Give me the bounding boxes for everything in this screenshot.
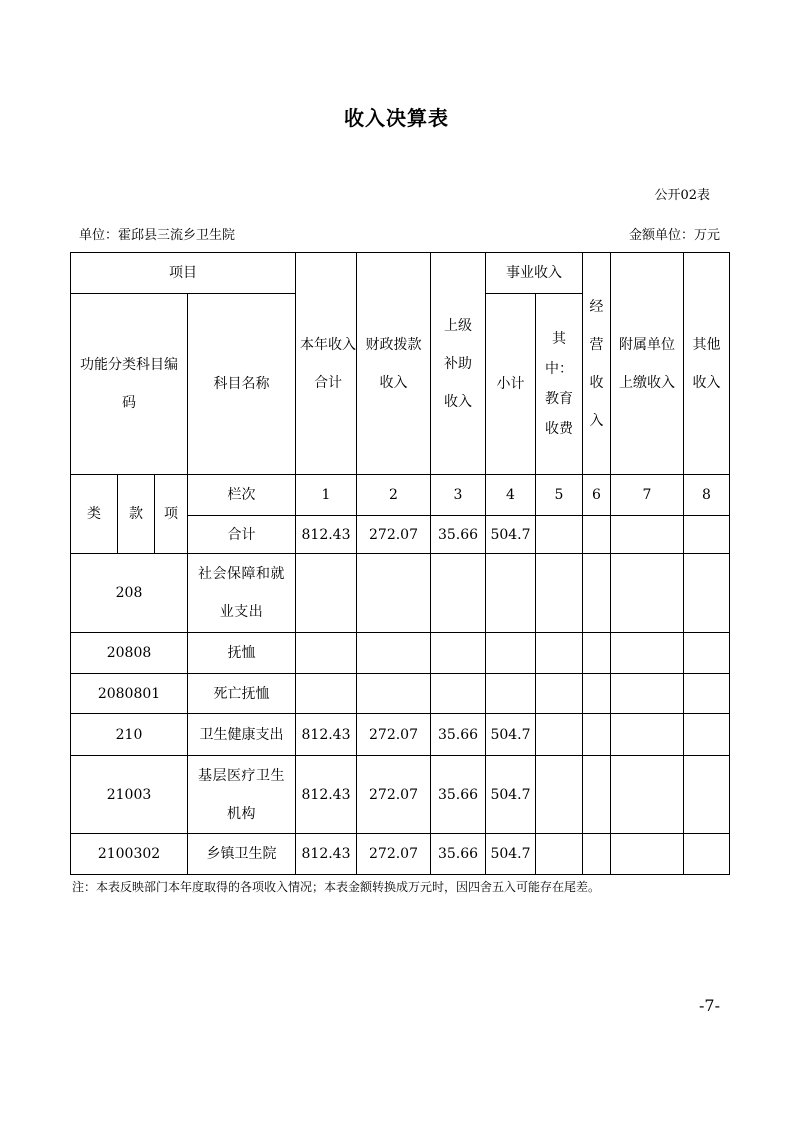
row-cell xyxy=(296,674,357,714)
row-cell xyxy=(536,834,583,875)
column-no: 2 xyxy=(357,475,431,516)
column-no: 6 xyxy=(583,475,611,516)
column-no: 1 xyxy=(296,475,357,516)
row-name-text: 社会保障和就业支出 xyxy=(198,566,285,620)
total-cell: 504.7 xyxy=(486,516,536,554)
row-name xyxy=(188,756,296,834)
header-superior-text: 上级补助收入 xyxy=(444,317,472,410)
total-cell xyxy=(684,516,730,554)
row-cell xyxy=(536,756,583,834)
table-row xyxy=(71,756,730,834)
row-cell xyxy=(684,756,730,834)
header-operating xyxy=(583,253,611,475)
header-superior xyxy=(431,253,486,475)
column-no: 7 xyxy=(611,475,684,516)
row-cell xyxy=(357,633,431,674)
row-cell: 35.66 xyxy=(431,834,486,875)
row-cell: 272.07 xyxy=(357,714,431,756)
row-name: 乡镇卫生院 xyxy=(188,834,296,875)
header-func-code-text: 功能分类科目编码 xyxy=(80,357,178,411)
table-row xyxy=(71,554,730,633)
row-cell xyxy=(296,554,357,633)
row-cell: 504.7 xyxy=(486,756,536,834)
row-name-text: 基层医疗卫生机构 xyxy=(198,767,285,822)
row-cell: 272.07 xyxy=(357,756,431,834)
row-cell xyxy=(583,834,611,875)
row-cell xyxy=(486,554,536,633)
unit-label: 单位：霍邱县三流乡卫生院 xyxy=(79,228,236,243)
table-row xyxy=(71,714,730,756)
row-name xyxy=(188,554,296,633)
row-cell: 504.7 xyxy=(486,714,536,756)
income-table xyxy=(70,252,730,875)
row-cell xyxy=(536,633,583,674)
row-cell: 812.43 xyxy=(296,714,357,756)
row-code: 21003 xyxy=(71,756,188,834)
row-cell xyxy=(296,633,357,674)
header-xiang: 项 xyxy=(155,475,188,554)
total-cell xyxy=(611,516,684,554)
row-cell xyxy=(611,674,684,714)
row-cell xyxy=(536,554,583,633)
header-subject-name: 科目名称 xyxy=(188,294,296,475)
row-cell: 504.7 xyxy=(486,834,536,875)
column-no: 4 xyxy=(486,475,536,516)
row-cell xyxy=(536,674,583,714)
row-cell xyxy=(583,674,611,714)
row-cell xyxy=(611,554,684,633)
total-label: 合计 xyxy=(188,516,296,554)
row-code: 20808 xyxy=(71,633,188,674)
row-cell xyxy=(684,714,730,756)
total-cell xyxy=(536,516,583,554)
row-cell xyxy=(684,834,730,875)
row-cell xyxy=(583,756,611,834)
row-cell xyxy=(486,674,536,714)
header-subtotal: 小计 xyxy=(486,294,536,475)
row-cell xyxy=(684,633,730,674)
row-cell: 35.66 xyxy=(431,714,486,756)
total-cell: 812.43 xyxy=(296,516,357,554)
header-other xyxy=(684,253,730,475)
header-project: 项目 xyxy=(71,253,296,294)
row-cell xyxy=(684,674,730,714)
row-cell xyxy=(611,834,684,875)
row-cell: 35.66 xyxy=(431,756,486,834)
row-cell xyxy=(486,633,536,674)
row-cell xyxy=(583,714,611,756)
header-func-code xyxy=(71,294,188,475)
column-no: 5 xyxy=(536,475,583,516)
column-no: 8 xyxy=(684,475,730,516)
row-name: 死亡抚恤 xyxy=(188,674,296,714)
row-code: 210 xyxy=(71,714,188,756)
column-no: 3 xyxy=(431,475,486,516)
header-kuan: 款 xyxy=(118,475,155,554)
total-cell: 272.07 xyxy=(357,516,431,554)
row-cell xyxy=(431,633,486,674)
page-title: 收入决算表 xyxy=(344,106,449,130)
header-operating-text: 经营收入 xyxy=(589,298,604,429)
header-fiscal xyxy=(357,253,431,475)
row-cell xyxy=(536,714,583,756)
table-row xyxy=(71,633,730,674)
table-row xyxy=(71,834,730,875)
row-cell xyxy=(611,633,684,674)
header-fiscal-text: 财政拨款收入 xyxy=(365,336,422,391)
row-cell xyxy=(611,756,684,834)
row-name: 抚恤 xyxy=(188,633,296,674)
page-number: -7- xyxy=(699,996,720,1015)
header-total-income-text: 本年收入合计 xyxy=(300,336,356,391)
row-cell xyxy=(684,554,730,633)
row-code: 208 xyxy=(71,554,188,633)
row-cell: 812.43 xyxy=(296,756,357,834)
header-affiliated-text: 附属单位上缴收入 xyxy=(619,336,675,391)
header-other-text: 其他收入 xyxy=(692,336,721,391)
row-cell xyxy=(431,554,486,633)
total-cell xyxy=(583,516,611,554)
column-no-label: 栏次 xyxy=(188,475,296,516)
row-cell xyxy=(357,674,431,714)
header-education-fee xyxy=(536,294,583,475)
total-cell: 35.66 xyxy=(431,516,486,554)
row-cell xyxy=(611,714,684,756)
header-business: 事业收入 xyxy=(486,253,583,294)
header-total-income xyxy=(296,253,357,475)
table-row xyxy=(71,674,730,714)
header-affiliated xyxy=(611,253,684,475)
row-cell xyxy=(583,554,611,633)
form-code: 公开02表 xyxy=(654,188,710,203)
row-code: 2100302 xyxy=(71,834,188,875)
row-name: 卫生健康支出 xyxy=(188,714,296,756)
row-code: 2080801 xyxy=(71,674,188,714)
amount-unit-label: 金额单位：万元 xyxy=(628,228,720,243)
row-cell xyxy=(431,674,486,714)
row-cell xyxy=(357,554,431,633)
row-cell: 812.43 xyxy=(296,834,357,875)
row-cell xyxy=(583,633,611,674)
footnote: 注：本表反映部门本年度取得的各项收入情况；本表金额转换成万元时，因四舍五入可能存在尾差。 xyxy=(72,880,601,894)
row-cell: 272.07 xyxy=(357,834,431,875)
header-education-fee-text: 其中：教育收费 xyxy=(545,331,573,437)
header-lei: 类 xyxy=(71,475,118,554)
